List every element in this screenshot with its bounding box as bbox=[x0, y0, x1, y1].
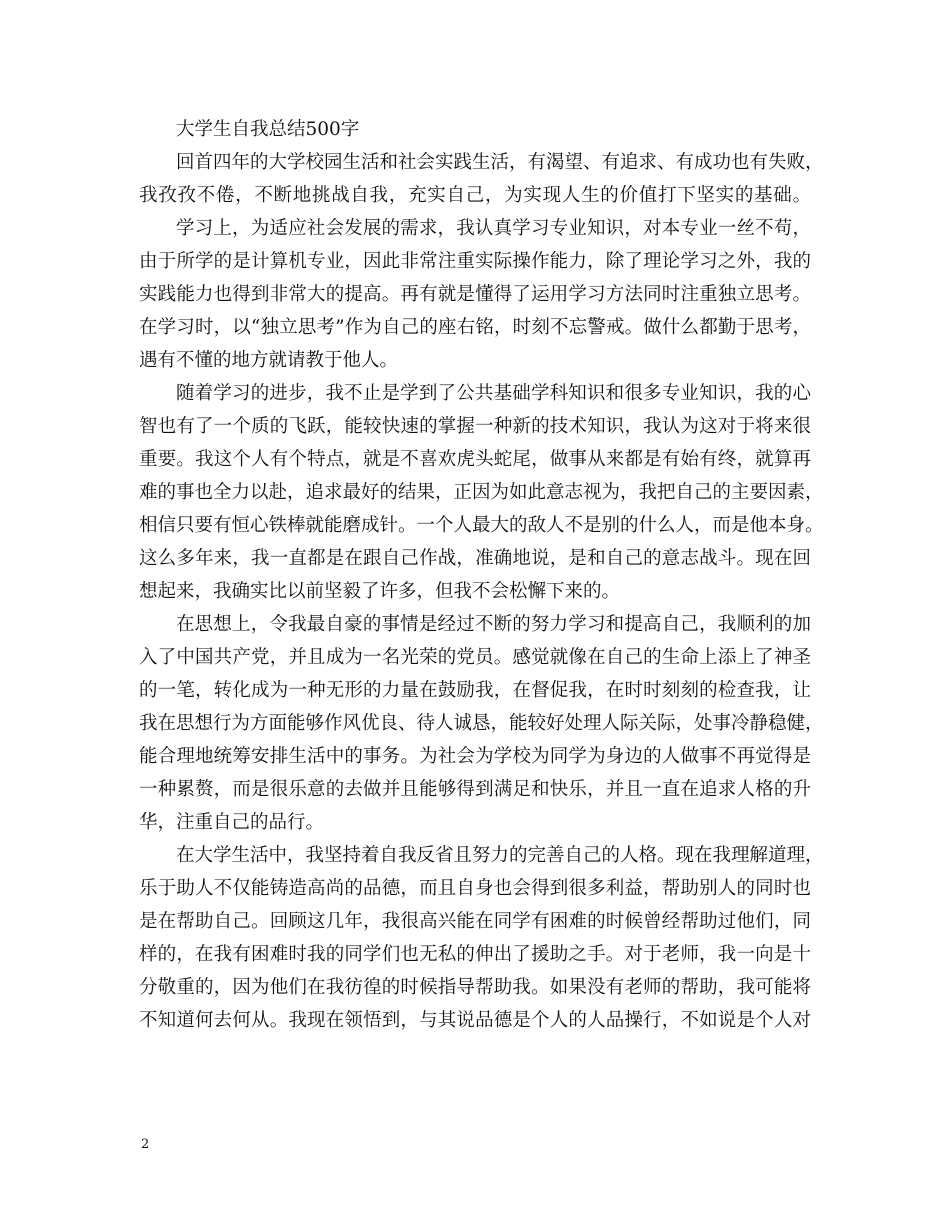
paragraph-line: 华，注重自己的品行。 bbox=[139, 812, 325, 833]
paragraph-line: 这么多年来，我一直都是在跟自己作战，准确地说，是和自己的意志战斗。现在回 bbox=[139, 548, 811, 569]
paragraph-line: 分敬重的，因为他们在我彷徨的时候指导帮助我。如果没有老师的帮助，我可能将 bbox=[139, 977, 811, 998]
paragraph-line: 随着学习的进步，我不止是学到了公共基础学科知识和很多专业知识，我的心 bbox=[176, 383, 811, 404]
paragraph-line: 实践能力也得到非常大的提高。再有就是懂得了运用学习方法同时注重独立思考。 bbox=[139, 284, 811, 305]
paragraph-line: 我在思想行为方面能够作风优良、待人诚恳，能较好处理人际关际，处事冷静稳健， bbox=[139, 713, 824, 734]
paragraph-line: 的一笔，转化成为一种无形的力量在鼓励我，在督促我，在时时刻刻的检查我，让 bbox=[139, 680, 811, 701]
paragraph-line: 样的，在我有困难时我的同学们也无私的伸出了援助之手。对于老师，我一向是十 bbox=[139, 944, 811, 965]
paragraph-line: 智也有了一个质的飞跃，能较快速的掌握一种新的技术知识，我认为这对于将来很 bbox=[139, 416, 811, 437]
paragraph-line: 重要。我这个人有个特点，就是不喜欢虎头蛇尾，做事从来都是有始有终，就算再 bbox=[139, 449, 811, 470]
paragraph-line: 一种累赘，而是很乐意的去做并且能够得到满足和快乐，并且一直在追求人格的升 bbox=[139, 779, 811, 800]
paragraph-line: 相信只要有恒心铁棒就能磨成针。一个人最大的敌人不是别的什么人，而是他本身。 bbox=[139, 515, 824, 536]
paragraph-line: 学习上，为适应社会发展的需求，我认真学习专业知识，对本专业一丝不苟， bbox=[176, 218, 811, 239]
paragraph-line: 在大学生活中，我坚持着自我反省且努力的完善自己的人格。现在我理解道理， bbox=[176, 845, 824, 866]
paragraph-line: 由于所学的是计算机专业，因此非常注重实际操作能力，除了理论学习之外，我的 bbox=[139, 251, 811, 272]
paragraph-line: 在学习时，以“独立思考”作为自己的座右铭，时刻不忘警戒。做什么都勤于思考， bbox=[139, 317, 811, 338]
paragraph-line: 我孜孜不倦，不断地挑战自我，充实自己，为实现人生的价值打下坚实的基础。 bbox=[139, 185, 811, 206]
paragraph-line: 遇有不懂的地方就请教于他人。 bbox=[139, 350, 399, 371]
page-number: 2 bbox=[141, 1137, 150, 1152]
paragraph-line: 不知道何去何从。我现在领悟到，与其说品德是个人的人品操行，不如说是个人对 bbox=[139, 1010, 811, 1031]
document-title: 大学生自我总结500字 bbox=[176, 119, 360, 140]
paragraph-line: 回首四年的大学校园生活和社会实践生活，有渴望、有追求、有成功也有失败， bbox=[176, 152, 824, 173]
paragraph-line: 入了中国共产党，并且成为一名光荣的党员。感觉就像在自己的生命上添上了神圣 bbox=[139, 647, 811, 668]
paragraph-line: 能合理地统筹安排生活中的事务。为社会为学校为同学为身边的人做事不再觉得是 bbox=[139, 746, 811, 767]
paragraph-line: 是在帮助自己。回顾这几年，我很高兴能在同学有困难的时候曾经帮助过他们，同 bbox=[139, 911, 811, 932]
paragraph-line: 难的事也全力以赴，追求最好的结果，正因为如此意志视为，我把自己的主要因素， bbox=[139, 482, 824, 503]
paragraph-line: 乐于助人不仅能铸造高尚的品德，而且自身也会得到很多利益，帮助别人的同时也 bbox=[139, 878, 811, 899]
paragraph-line: 在思想上，令我最自豪的事情是经过不断的努力学习和提高自己，我顺利的加 bbox=[176, 614, 811, 635]
paragraph-line: 想起来，我确实比以前坚毅了许多，但我不会松懈下来的。 bbox=[139, 581, 621, 602]
